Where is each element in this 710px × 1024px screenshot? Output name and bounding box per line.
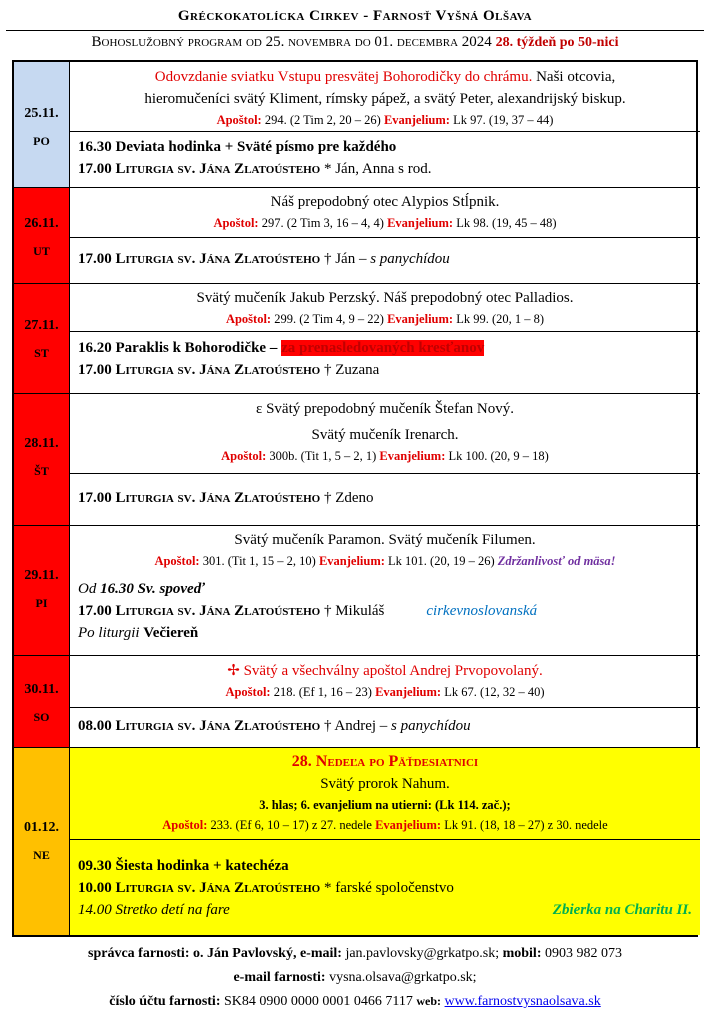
feast-text: Svätý prorok Nahum. xyxy=(320,776,450,792)
day-date: 27.11. xyxy=(24,318,59,333)
evanjelium-label: Evanjelium: xyxy=(375,818,442,832)
apostol-label: Apoštol: xyxy=(225,685,271,699)
apostol-label: Apoštol: xyxy=(213,216,259,230)
services-cell xyxy=(70,839,700,935)
date-cell xyxy=(14,394,70,525)
vespers-prefix: Po liturgii xyxy=(78,625,144,641)
feast-text: Svätý mučeník Jakub Perzský. Náš prepodobný otec Palladios. xyxy=(196,290,574,306)
mobile-label: mobil: xyxy=(499,946,542,961)
day-weekday: PI xyxy=(35,596,48,610)
services-cell xyxy=(70,237,700,283)
service-time: 17.00 xyxy=(78,251,112,267)
intention-highlight: za prenasledovaných kresťanov xyxy=(281,340,485,356)
footer-account xyxy=(0,994,710,1010)
service-time: 17.00 xyxy=(78,603,112,619)
apostol-reading: 297. (2 Tim 3, 16 – 4, 4) xyxy=(258,216,388,230)
feast-text-2: Svätý mučeník Irenarch. xyxy=(311,427,459,443)
web-label: web: xyxy=(416,994,442,1008)
day-row-tue xyxy=(14,187,700,283)
day-row-sun xyxy=(14,747,700,935)
parish-email: vysna.olsava@grkatpo.sk; xyxy=(325,970,477,985)
evanjelium-reading: Lk 91. (18, 18 – 27) z 30. nedele xyxy=(441,818,608,832)
apostol-reading: 299. (2 Tim 4, 9 – 22) xyxy=(271,312,388,326)
footer-contact xyxy=(0,946,710,962)
evanjelium-label: Evanjelium: xyxy=(318,554,385,568)
fast-note: Zdržanlivosť od mäsa! xyxy=(497,554,616,568)
service-time: 17.00 xyxy=(78,161,112,177)
date-cell xyxy=(14,284,70,393)
account-label: číslo účtu farnosti: xyxy=(109,994,221,1009)
date-cell xyxy=(14,748,70,935)
website-link[interactable]: www.farnostvysnaolsava.sk xyxy=(444,994,601,1009)
parish-email-label: e-mail farnosti: xyxy=(233,970,326,985)
services-cell xyxy=(70,578,700,655)
date-cell xyxy=(14,526,70,655)
day-date: 25.11. xyxy=(24,106,59,121)
services-cell xyxy=(70,707,700,747)
service-intention: † Zuzana xyxy=(320,362,380,378)
feast-cell xyxy=(70,656,700,708)
evanjelium-label: Evanjelium: xyxy=(379,449,446,463)
day-date: 29.11. xyxy=(24,568,59,583)
evanjelium-reading: Lk 98. (19, 45 – 48) xyxy=(453,216,557,230)
program-subtitle xyxy=(0,34,710,51)
confession-prefix: Od xyxy=(78,581,101,597)
service-intention: * Ján, Anna s rod. xyxy=(320,161,432,177)
service-note: s panychídou xyxy=(370,251,450,267)
header-divider xyxy=(6,30,704,31)
evanjelium-label: Evanjelium: xyxy=(387,312,454,326)
liturgy-name: Liturgia sv. Jána Zlatoústeho xyxy=(115,603,321,619)
services-cell xyxy=(70,331,700,393)
feast-name: Odovzdanie sviatku Vstupu presvätej Bohorodičky do chrámu. xyxy=(154,69,533,85)
service-intention: † Ján – xyxy=(320,251,371,267)
collection-note: Zbierka na Charitu II. xyxy=(552,902,692,918)
day-weekday: SO xyxy=(33,710,50,724)
service-time: 08.00 xyxy=(78,718,112,734)
apostol-reading: 233. (Ef 6, 10 – 17) z 27. nedele xyxy=(207,818,376,832)
evanjelium-reading: Lk 99. (20, 1 – 8) xyxy=(453,312,545,326)
feast-text-2: hieromučeníci svätý Kliment, rímsky pápež, a svätý Peter, alexandrijský biskup. xyxy=(144,91,626,107)
program-range: Bohoslužobný program od 25. novembra do 01. decembra 2024 xyxy=(91,34,492,50)
apostol-label: Apoštol: xyxy=(154,554,200,568)
service-time: 10.00 xyxy=(78,880,112,896)
service-line: 16.30 Deviata hodinka + Sväté písmo pre každého xyxy=(78,139,397,155)
service-time: 17.00 xyxy=(78,362,112,378)
day-row-wed xyxy=(14,283,700,393)
evanjelium-reading: Lk 100. (20, 9 – 18) xyxy=(445,449,549,463)
page-title: Gréckokatolícka Cirkev - Farnosť Vyšná Olšava xyxy=(177,8,533,24)
evanjelium-label: Evanjelium: xyxy=(375,685,442,699)
evanjelium-label: Evanjelium: xyxy=(383,113,450,127)
liturgy-name: Liturgia sv. Jána Zlatoústeho xyxy=(115,161,321,177)
sunday-title: 28. Nedeľa po Päťdesiatnici xyxy=(291,753,479,770)
apostol-reading: 300b. (Tit 1, 5 – 2, 1) xyxy=(266,449,380,463)
feast-text: ✢ Svätý a všechválny apoštol Andrej Prvopovolaný. xyxy=(227,663,543,679)
day-weekday: ŠT xyxy=(34,464,49,478)
children-meeting: 14.00 Stretko detí na fare xyxy=(78,902,230,918)
service-intention: † Andrej – xyxy=(320,718,392,734)
evanjelium-reading: Lk 97. (19, 37 – 44) xyxy=(449,113,554,127)
apostol-reading: 301. (Tit 1, 15 – 2, 10) xyxy=(199,554,319,568)
apostol-reading: 294. (2 Tim 2, 20 – 26) xyxy=(261,113,384,127)
day-row-sat xyxy=(14,655,700,747)
date-cell xyxy=(14,188,70,283)
day-weekday: UT xyxy=(33,244,50,258)
feast-cell xyxy=(70,62,700,132)
services-cell xyxy=(70,132,700,187)
feast-text: ɛ Svätý prepodobný mučeník Štefan Nový. xyxy=(256,401,514,417)
feast-text: Naši otcovia, xyxy=(532,69,616,85)
service-intention: † Zdeno xyxy=(320,490,374,506)
feast-cell xyxy=(70,394,700,474)
tone-text: 3. hlas; 6. evanjelium na utierni: (Lk 114. zač.); xyxy=(259,798,511,812)
vespers: Večiereň xyxy=(143,625,199,641)
mobile-number: 0903 982 073 xyxy=(541,946,622,961)
feast-text: Svätý mučeník Paramon. Svätý mučeník Filumen. xyxy=(234,532,536,548)
day-date: 28.11. xyxy=(24,436,59,451)
administrator-label: správca farnosti: o. Ján Pavlovský, e-mail: xyxy=(88,946,342,961)
footer-email xyxy=(0,970,710,986)
services-cell xyxy=(70,473,700,525)
feast-text: Náš prepodobný otec Alypios Stĺpnik. xyxy=(270,194,500,210)
day-date: 01.12. xyxy=(24,820,59,835)
feast-cell xyxy=(70,188,700,238)
day-weekday: ST xyxy=(34,346,49,360)
date-cell xyxy=(14,62,70,187)
day-row-fri xyxy=(14,525,700,655)
apostol-label: Apoštol: xyxy=(225,312,272,326)
apostol-reading: 218. (Ef 1, 16 – 23) xyxy=(270,685,376,699)
apostol-label: Apoštol: xyxy=(162,818,208,832)
confession-time: 16.30 Sv. spoveď xyxy=(100,581,205,597)
day-row-mon xyxy=(14,62,700,187)
day-weekday: NE xyxy=(33,848,50,862)
service-line: 16.20 Paraklis k Bohorodičke – xyxy=(78,340,282,356)
day-date: 30.11. xyxy=(24,682,59,697)
day-date: 26.11. xyxy=(24,216,59,231)
day-weekday: PO xyxy=(33,134,50,148)
service-line: 09.30 Šiesta hodinka + katechéza xyxy=(78,858,289,874)
account-number: SK84 0900 0000 0001 0466 7117 xyxy=(220,994,417,1009)
liturgy-name: Liturgia sv. Jána Zlatoústeho xyxy=(115,880,321,896)
feast-cell xyxy=(70,748,700,840)
date-cell xyxy=(14,656,70,747)
schedule-table xyxy=(12,60,698,937)
evanjelium-reading: Lk 67. (12, 32 – 40) xyxy=(441,685,545,699)
week-label: 28. týždeň po 50-nici xyxy=(495,35,619,50)
day-row-thu xyxy=(14,393,700,525)
feast-cell xyxy=(70,526,700,578)
liturgy-name: Liturgia sv. Jána Zlatoústeho xyxy=(115,362,321,378)
service-note: s panychídou xyxy=(391,718,471,734)
service-intention: * farské spoločenstvo xyxy=(320,880,454,896)
evanjelium-label: Evanjelium: xyxy=(387,216,454,230)
liturgy-language: cirkevnoslovanská xyxy=(426,603,538,619)
feast-cell xyxy=(70,284,700,332)
liturgy-name: Liturgia sv. Jána Zlatoústeho xyxy=(115,718,321,734)
apostol-label: Apoštol: xyxy=(221,449,267,463)
liturgy-name: Liturgia sv. Jána Zlatoústeho xyxy=(115,251,321,267)
evanjelium-reading: Lk 101. (20, 19 – 26) xyxy=(384,554,498,568)
liturgy-name: Liturgia sv. Jána Zlatoústeho xyxy=(115,490,321,506)
apostol-label: Apoštol: xyxy=(216,113,262,127)
service-intention: † Mikuláš xyxy=(320,603,385,619)
service-time: 17.00 xyxy=(78,490,112,506)
administrator-email: jan.pavlovsky@grkatpo.sk; xyxy=(341,946,500,961)
